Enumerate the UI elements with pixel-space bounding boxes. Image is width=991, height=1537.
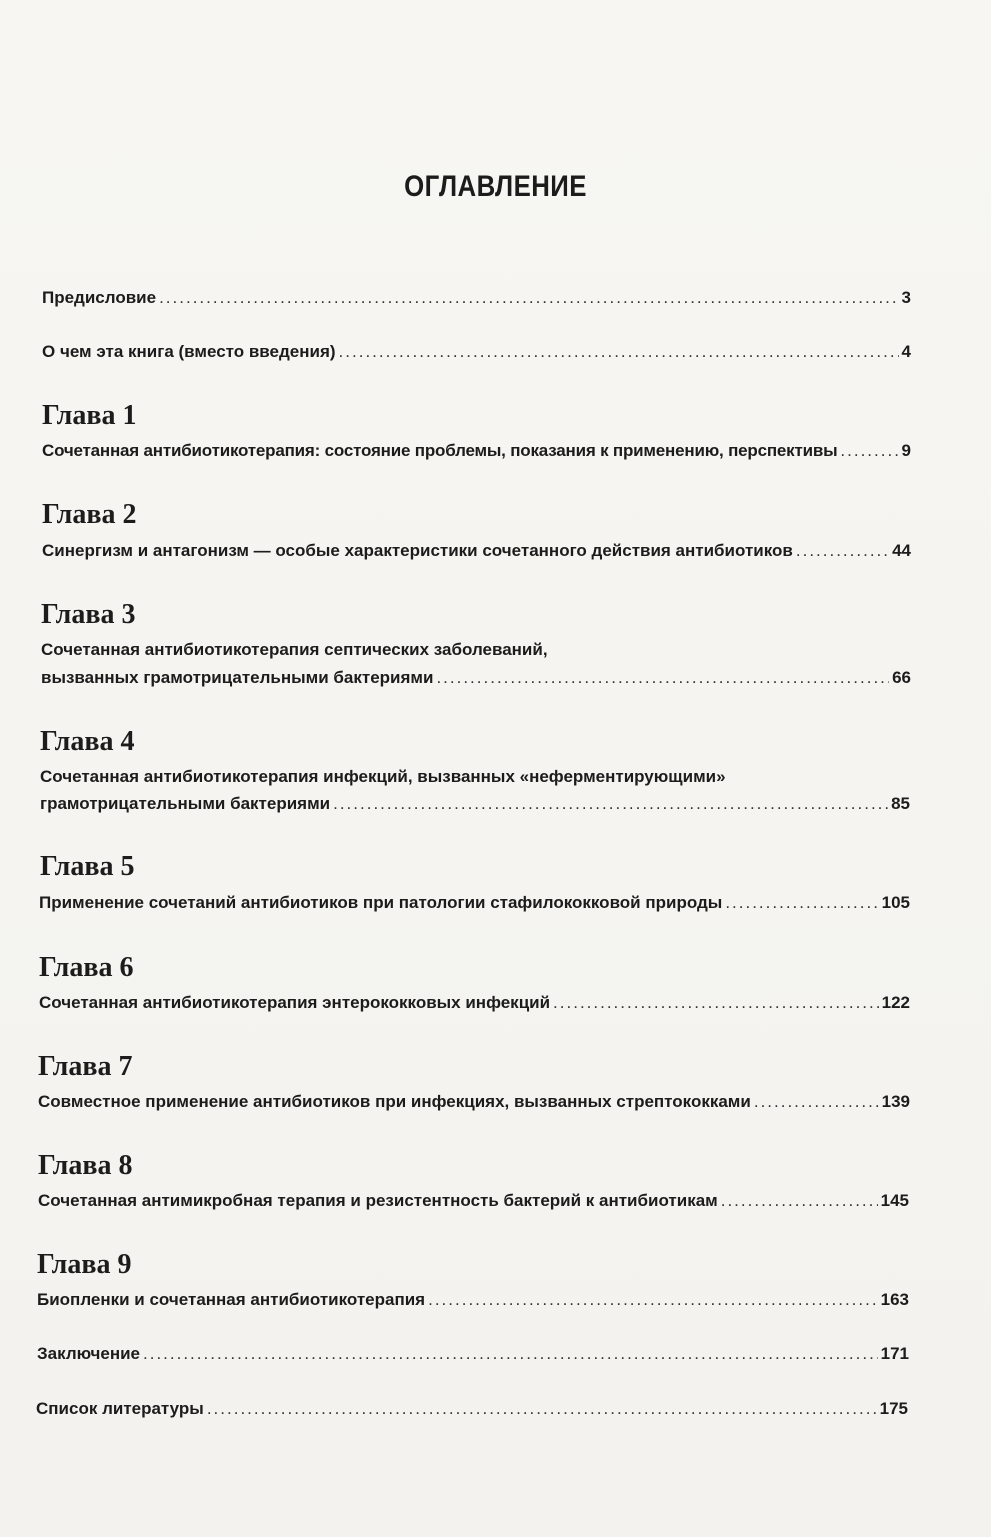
- leader-dots: [339, 341, 899, 363]
- toc-entry-text: вызванных грамотрицательными бактериями: [41, 668, 434, 687]
- toc-entry-text: грамотрицательными бактериями: [40, 794, 331, 813]
- toc-entry-chapter-7[interactable]: [38, 1091, 910, 1113]
- toc-entry-page: 105: [881, 893, 910, 912]
- chapter-heading: Глава 8: [38, 1150, 133, 1181]
- toc-entry-page: 122: [881, 993, 910, 1012]
- toc-entry-chapter-9[interactable]: [37, 1289, 909, 1311]
- leader-dots: [840, 440, 898, 462]
- toc-entry-chapter-2[interactable]: [42, 540, 911, 562]
- toc-entry-page: 66: [892, 668, 911, 687]
- toc-entry-page: 175: [879, 1399, 908, 1418]
- toc-entry-page: 145: [880, 1191, 909, 1210]
- toc-entry-chapter-1[interactable]: [42, 440, 911, 462]
- chapter-heading: Глава 9: [37, 1249, 132, 1280]
- page-title: ОГЛАВЛЕНИЕ: [404, 170, 587, 203]
- toc-entry-chapter-5[interactable]: [39, 892, 910, 914]
- toc-entry-conclusion[interactable]: [37, 1343, 909, 1365]
- toc-entry-page: 4: [901, 342, 911, 361]
- toc-entry-preface[interactable]: [42, 287, 911, 309]
- leader-dots: [428, 1289, 878, 1311]
- toc-entry-references[interactable]: [36, 1398, 908, 1420]
- toc-entry-page: 44: [892, 541, 911, 560]
- toc-entry-chapter-6[interactable]: [39, 992, 910, 1014]
- leader-dots: [159, 287, 898, 309]
- leader-dots: [333, 793, 888, 815]
- leader-dots: [553, 992, 879, 1014]
- chapter-heading: Глава 2: [42, 499, 137, 530]
- chapter-heading: Глава 3: [41, 599, 136, 630]
- leader-dots: [796, 540, 889, 562]
- toc-entry-text: Сочетанная антибиотикотерапия энтерококковых инфекций: [39, 993, 551, 1012]
- toc-entry-text: Сочетанная антибиотикотерапия: состояние проблемы, показания к применению, перспективы: [42, 441, 838, 460]
- leader-dots: [436, 667, 889, 689]
- toc-entry-text: Предисловие: [42, 288, 157, 307]
- toc-entry-text: Сочетанная антимикробная терапия и резистентность бактерий к антибиотикам: [38, 1191, 718, 1210]
- toc-entry-chapter-3[interactable]: [41, 667, 911, 689]
- chapter-heading: Глава 4: [40, 726, 135, 757]
- leader-dots: [754, 1091, 879, 1113]
- toc-entry-page: 9: [901, 441, 911, 460]
- toc-entry-chapter-4[interactable]: [40, 793, 910, 815]
- leader-dots: [721, 1190, 878, 1212]
- toc-entry-text: Список литературы: [36, 1399, 204, 1418]
- toc-entry-text: Заключение: [37, 1344, 140, 1363]
- toc-entry-page: 3: [901, 288, 911, 307]
- toc-entry-page: 139: [881, 1092, 910, 1111]
- chapter-heading: Глава 1: [42, 400, 137, 431]
- leader-dots: [207, 1398, 877, 1420]
- toc-entry-text-line1: Сочетанная антибиотикотерапия инфекций, вызванных «неферментирующими»: [40, 767, 726, 786]
- toc-entry-text: О чем эта книга (вместо введения): [42, 342, 336, 361]
- toc-entry-chapter-8[interactable]: [38, 1190, 909, 1212]
- toc-entry-page: 85: [891, 794, 910, 813]
- toc-entry-text-line1: Сочетанная антибиотикотерапия септических заболеваний,: [41, 640, 548, 659]
- chapter-heading: Глава 7: [38, 1051, 133, 1082]
- toc-entry-page: 171: [880, 1344, 909, 1363]
- toc-entry-intro[interactable]: [42, 341, 911, 363]
- toc-entry-text: Совместное применение антибиотиков при инфекциях, вызванных стрептококками: [38, 1092, 751, 1111]
- toc-entry-text: Применение сочетаний антибиотиков при патологии стафилококковой природы: [39, 893, 723, 912]
- toc-entry-text: Синергизм и антагонизм — особые характеристики сочетанного действия антибиотиков: [42, 541, 793, 560]
- leader-dots: [725, 892, 878, 914]
- toc-entry-page: 163: [880, 1290, 909, 1309]
- toc-entry-text: Биопленки и сочетанная антибиотикотерапия: [37, 1290, 426, 1309]
- leader-dots: [143, 1343, 878, 1365]
- chapter-heading: Глава 6: [39, 952, 134, 983]
- chapter-heading: Глава 5: [40, 851, 135, 882]
